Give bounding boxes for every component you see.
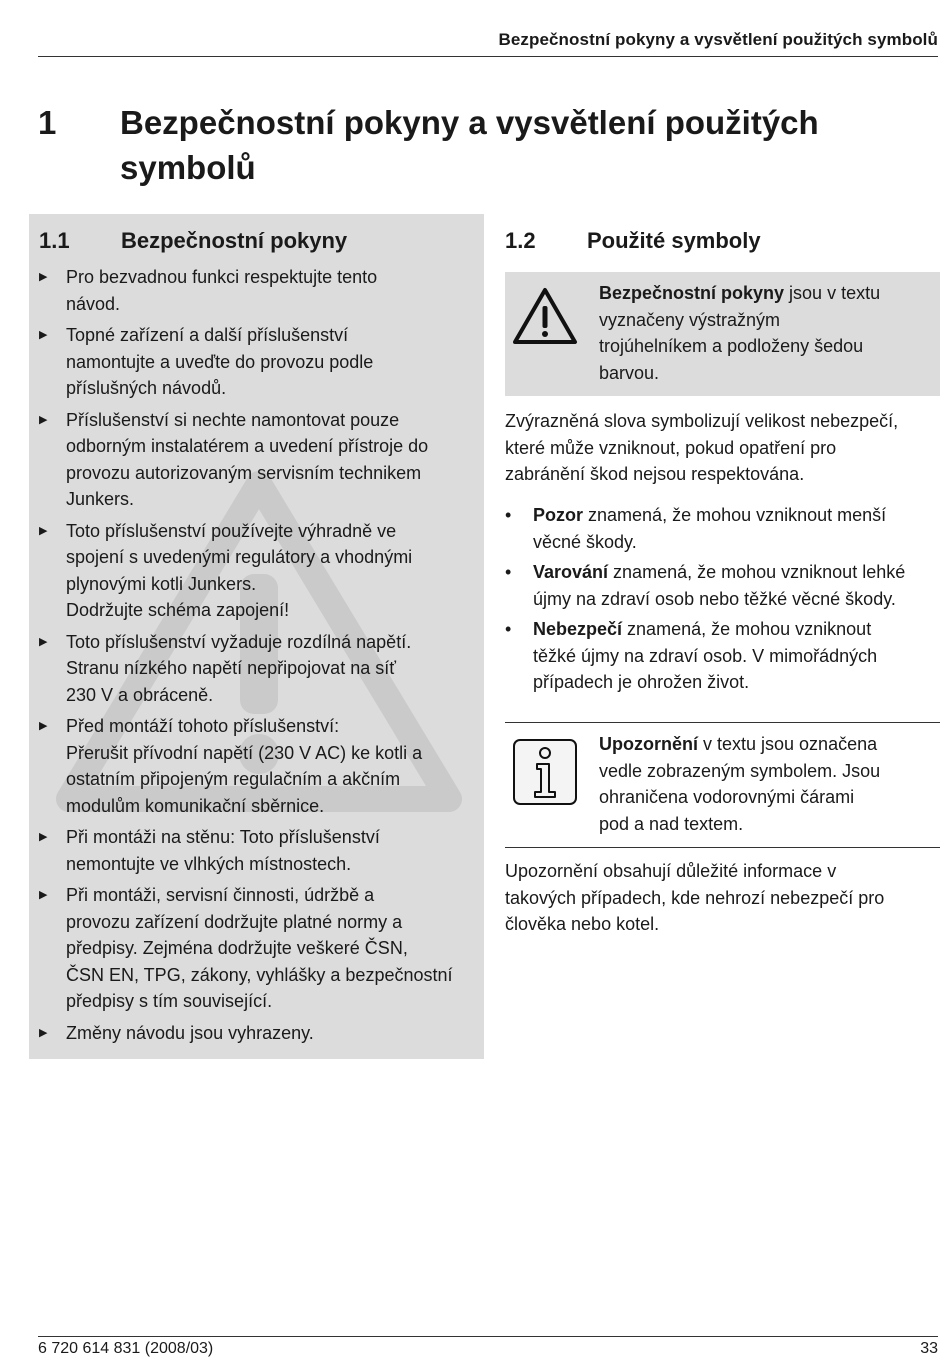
bullet-triangle-icon: ▶ <box>39 329 48 341</box>
bullet-dot-icon: • <box>505 619 512 639</box>
bullet-triangle-icon: ▶ <box>39 271 48 283</box>
bullet-dot-icon: • <box>505 505 512 525</box>
bullet-triangle-icon: ▶ <box>39 889 48 901</box>
warning-triangle-icon <box>511 286 579 346</box>
bullet-triangle-icon: ▶ <box>39 635 48 648</box>
list-item: • Varování znamená, že mohou vzniknout lehké úјmy na zdraví osob nebo těžké věcné škody. <box>505 559 940 612</box>
bullet-triangle-icon: ▶ <box>39 413 48 426</box>
list-item: ▶ Toto příslušenství používejte výhradně ve spojení s uvedenými regulátory a vhodnými plynovými kotli Junkers. Dodržujte schéma zapojení! <box>29 518 469 624</box>
bullet-triangle-icon: ▶ <box>39 831 48 843</box>
chapter-title: Bezpečnostní pokyny a vysvětlení použitých symbolů <box>120 104 819 186</box>
document-number: 6 720 614 831 (2008/03) <box>38 1340 214 1357</box>
list-item: • Nebezpečí znamená, že mohou vzniknout těžké újmy na zdraví osob. V mimořádných případech je ohrožen život. <box>505 616 940 696</box>
list-item: ▶ Změny návodu jsou vyhrazeny. <box>29 1020 469 1047</box>
note-example-box <box>505 722 940 848</box>
note-explanation-paragraph: Upozornění obsahují důležité informace v takových případech, kde nehrozí nebezpečí pro člověka nebo kotel. <box>505 861 885 934</box>
signal-words-list <box>505 502 940 700</box>
bullet-triangle-icon: ▶ <box>39 720 48 732</box>
safety-list <box>29 264 469 1051</box>
list-item: ▶ Při montáži, servisní činnosti, údržbě a provozu zařízení dodržujte platné normy a předpisy. Zejména dodržujte veškeré ČSN, ČSN EN, TPG, zákony, vyhlášky a bezpečnostní předpisy s tím související. <box>29 882 469 1015</box>
bullet-triangle-icon: ▶ <box>39 1026 48 1039</box>
list-item: ▶ Před montáží tohoto příslušenství: Přerušit přívodní napětí (230 V AC) ke kotli a ostatním připojeným regulačním a akčním modulům komunikační sběrnice. <box>29 713 469 819</box>
section-number: 1.2 <box>505 228 536 253</box>
list-item: ▶ Při montáži na stěnu: Toto příslušenství nemontujte ve vlhkých místnostech. <box>29 824 469 877</box>
list-item: ▶ Topné zařízení a další příslušenství namontujte a uveďte do provozu podle příslušných návodů. <box>29 322 469 402</box>
section-title: Použité symboly <box>587 228 761 253</box>
note-example-text: Upozornění v textu jsou označena vedle zobrazeným symbolem. Jsou ohraničena vodorovnými čárami pod a nad textem. <box>599 734 881 834</box>
chapter-number: 1 <box>38 104 57 141</box>
list-item: ▶ Pro bezvadnou funkci respektujte tento návod. <box>29 264 469 317</box>
section-number: 1.1 <box>39 228 70 253</box>
list-item: • Pozor znamená, že mohou vzniknout menší věcné škody. <box>505 502 940 555</box>
page-number: 33 <box>920 1340 938 1357</box>
safety-instructions-box <box>29 214 484 1059</box>
info-icon <box>511 737 579 807</box>
bullet-dot-icon: • <box>505 562 512 582</box>
list-item: ▶ Příslušenství si nechte namontovat pouze odborným instalatérem a uvedení přístroje do provozu autorizovaným servisním technikem Junkers. <box>29 407 469 513</box>
running-header: Bezpečnostní pokyny a vysvětlení použitých symbolů <box>38 30 938 57</box>
list-item: ▶ Toto příslušenství vyžaduje rozdílná napětí. Stranu nízkého napětí nepřipojovat na síť 230 V a obráceně. <box>29 629 469 709</box>
signal-words-paragraph: Zvýrazněná slova symbolizují velikost nebezpečí, které může vzniknout, pokud opatření pro zabránění škod nejsou respektována. <box>505 411 899 484</box>
section-title: Bezpečnostní pokyny <box>121 228 348 253</box>
bullet-triangle-icon: ▶ <box>39 524 48 537</box>
page-footer <box>38 1336 938 1357</box>
warning-example-text: Bezpečnostní pokyny jsou v textu vyznačeny výstražným trojúhelníkem a podloženy šedou barvou. <box>599 283 881 383</box>
warning-example-box <box>505 272 940 396</box>
